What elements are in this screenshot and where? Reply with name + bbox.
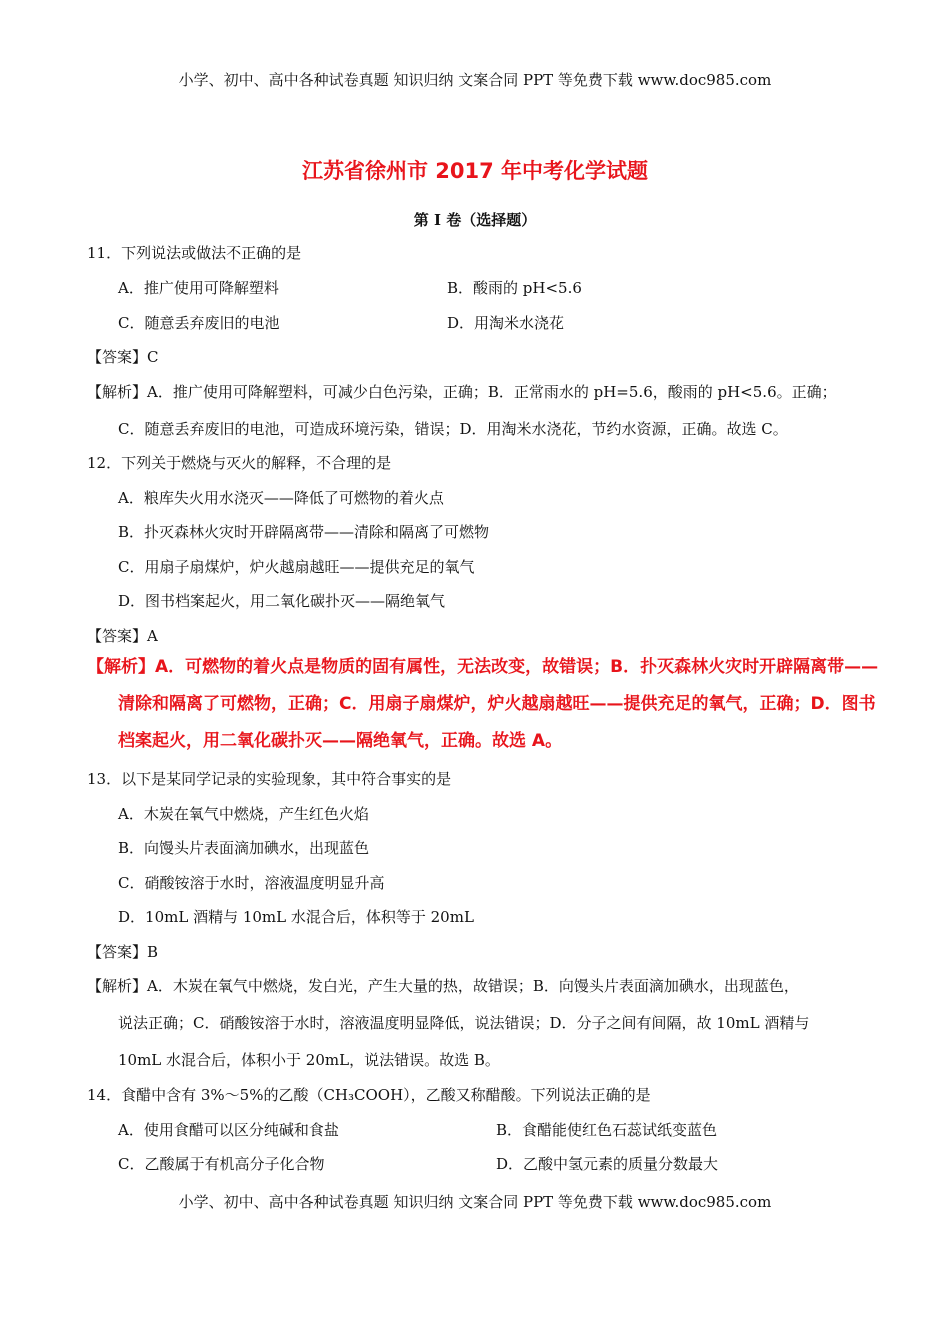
- question-12-analysis-line-1: 【解析】A．可燃物的着火点是物质的固有属性，无法改变，故错误；B．扑灭森林火灾时开辟隔离带——: [87, 657, 879, 677]
- question-11-option-a: A．推广使用可降解塑料: [118, 279, 279, 297]
- question-12-option-a: A．粮库失火用水浇灭——降低了可燃物的着火点: [118, 489, 444, 507]
- section-title: 第 I 卷（选择题）: [413, 211, 537, 229]
- question-13-analysis-line-2: 说法正确；C．硝酸铵溶于水时，溶液温度明显降低，说法错误；D．分子之间有间隔，故 10mL 酒精与: [118, 1014, 810, 1032]
- question-12-analysis-line-2: 清除和隔离了可燃物，正确；C．用扇子扇煤炉，炉火越扇越旺——提供充足的氧气，正确；D．图书: [118, 694, 876, 714]
- question-13-option-d: D．10mL 酒精与 10mL 水混合后，体积等于 20mL: [118, 908, 474, 926]
- question-14-option-d: D．乙酸中氢元素的质量分数最大: [496, 1155, 719, 1173]
- question-11-option-d: D．用淘米水浇花: [447, 314, 565, 332]
- page-title: 江苏省徐州市 2017 年中考化学试题: [301, 159, 649, 183]
- question-14-option-b: B．食醋能使红色石蕊试纸变蓝色: [496, 1121, 718, 1139]
- question-13-analysis-line-3: 10mL 水混合后，体积小于 20mL，说法错误。故选 B。: [118, 1051, 500, 1069]
- question-12-option-c: C．用扇子扇煤炉，炉火越扇越旺——提供充足的氧气: [118, 558, 475, 576]
- question-13-answer: 【答案】B: [87, 943, 159, 961]
- question-11-analysis-line-2: C．随意丢弃废旧的电池，可造成环境污染，错误；D．用淘米水浇花，节约水资源，正确。故选 C。: [118, 420, 788, 438]
- question-13-option-b: B．向馒头片表面滴加碘水，出现蓝色: [118, 839, 370, 857]
- question-14-stem: 14．食醋中含有 3%～5%的乙酸（CH₃COOH），乙酸又称醋酸。下列说法正确的是: [87, 1086, 651, 1104]
- question-11-analysis-line-1: 【解析】A．推广使用可降解塑料，可减少白色污染，正确；B．正常雨水的 pH=5.6，酸雨的 pH<5.6。正确；: [87, 383, 837, 401]
- question-13-analysis-line-1: 【解析】A．木炭在氧气中燃烧，发白光，产生大量的热，故错误；B．向馒头片表面滴加碘水，出现蓝色，: [87, 977, 799, 995]
- page-footer: 小学、初中、高中各种试卷真题 知识归纳 文案合同 PPT 等免费下载 www.doc985.com: [178, 1193, 772, 1211]
- question-12-answer: 【答案】A: [87, 627, 158, 645]
- question-12-stem: 12．下列关于燃烧与灭火的解释，不合理的是: [87, 454, 392, 472]
- question-14-option-a: A．使用食醋可以区分纯碱和食盐: [118, 1121, 339, 1139]
- question-11-answer: 【答案】C: [87, 348, 159, 366]
- question-13-stem: 13．以下是某同学记录的实验现象，其中符合事实的是: [87, 770, 452, 788]
- question-13-option-a: A．木炭在氧气中燃烧，产生红色火焰: [118, 805, 369, 823]
- question-12-option-b: B．扑灭森林火灾时开辟隔离带——清除和隔离了可燃物: [118, 523, 490, 541]
- question-11-stem: 11．下列说法或做法不正确的是: [87, 244, 302, 262]
- page-header: 小学、初中、高中各种试卷真题 知识归纳 文案合同 PPT 等免费下载 www.doc985.com: [178, 71, 772, 89]
- question-11-option-b: B．酸雨的 pH<5.6: [447, 279, 582, 297]
- question-11-option-c: C．随意丢弃废旧的电池: [118, 314, 280, 332]
- question-12-analysis-line-3: 档案起火，用二氧化碳扑灭——隔绝氧气，正确。故选 A。: [118, 731, 563, 751]
- question-12-option-d: D．图书档案起火，用二氧化碳扑灭——隔绝氧气: [118, 592, 446, 610]
- question-13-option-c: C．硝酸铵溶于水时，溶液温度明显升高: [118, 874, 385, 892]
- question-14-option-c: C．乙酸属于有机高分子化合物: [118, 1155, 325, 1173]
